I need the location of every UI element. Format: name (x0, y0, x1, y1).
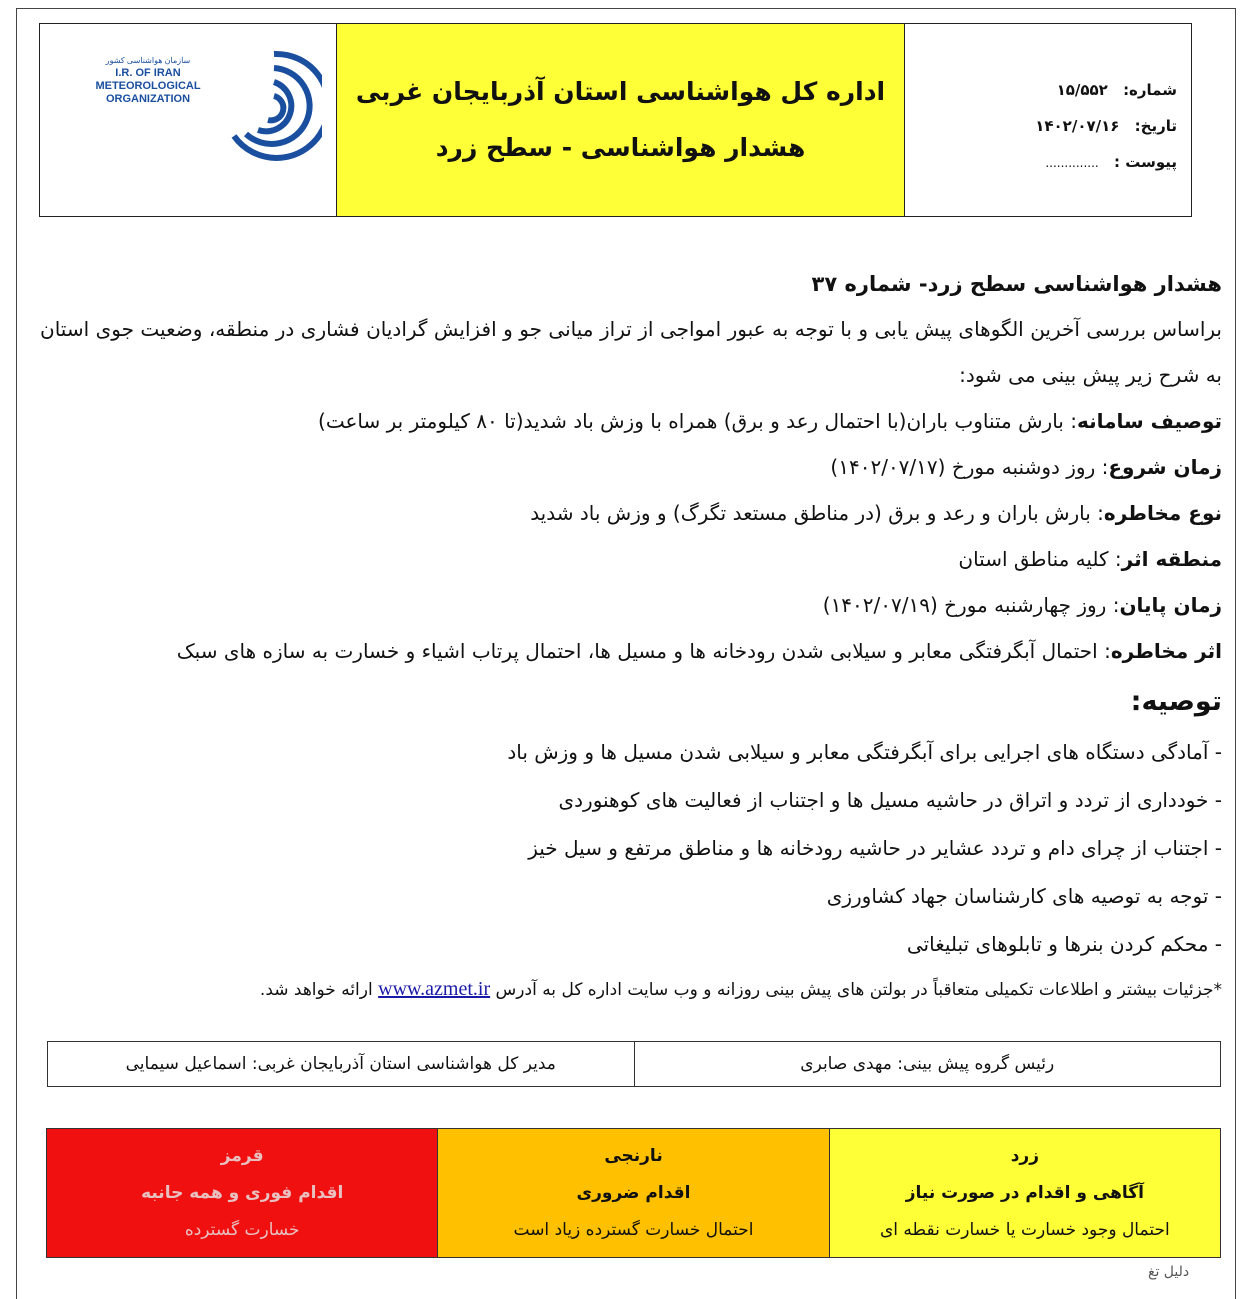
field-value: : کلیه مناطق استان (958, 547, 1122, 571)
organization-logo-text (58, 54, 238, 106)
recommendation-item: - اجتناب از چرای دام و تردد عشایر در حاشیه رودخانه ها و مناطق مرتفع و سیل خیز (528, 836, 1222, 860)
warning-levels-table (46, 1128, 1221, 1258)
director-signature: مدیر کل هواشناسی استان آذربایجان غربی: اسماعیل سیمایی (48, 1042, 635, 1086)
level-action: آگاهی و اقدام در صورت نیاز (905, 1182, 1144, 1203)
intro-paragraph: براساس بررسی آخرین الگوهای پیش یابی و با توجه به عبور امواجی از تراز میانی جو و افزایش گرادیان فشاری در منطقه، وضعیت جوی استان به شرح زیر پیش بینی می شود: (40, 317, 1222, 387)
level-action: اقدام فوری و همه جانبه (141, 1182, 344, 1203)
logo-cell (40, 24, 337, 216)
attachment-value: .............. (1045, 156, 1099, 170)
office-title: اداره کل هواشناسی استان آذربایجان غربی (355, 77, 886, 106)
recommendation-item: - آمادگی دستگاه های اجرایی برای آبگرفتگی معابر و سیلابی شدن مسیل ها و وزش باد (507, 740, 1222, 764)
logo-line-1: I.R. OF IRAN (115, 67, 181, 79)
field-label: منطقه اثر (1121, 547, 1222, 571)
level-name: زرد (1010, 1145, 1039, 1166)
field-label: نوع مخاطره (1103, 501, 1222, 525)
warning-body (40, 262, 1222, 1013)
field-value: : بارش متناوب باران(با احتمال رعد و برق) همراه با وزش باد شدید(تا ۸۰ کیلومتر بر ساعت) (318, 409, 1077, 433)
level-action: اقدام ضروری (576, 1182, 691, 1203)
signature-table (47, 1041, 1221, 1087)
recommendation-item: - توجه به توصیه های کارشناسان جهاد کشاورزی (826, 884, 1222, 908)
level-damage: احتمال وجود خسارت یا خسارت نقطه ای (880, 1220, 1170, 1241)
website-link[interactable]: www.azmet.ir (378, 978, 491, 1000)
date-value: ۱۴۰۲/۰۷/۱۶ (1035, 117, 1120, 135)
recommendation-item: - خودداری از تردد و اتراق در حاشیه مسیل ها و اجتناب از فعالیت های کوهنوردی (558, 788, 1222, 812)
letter-number-row (905, 72, 1177, 108)
forecast-head-signature: رئیس گروه پیش بینی: مهدی صابری (800, 1054, 1055, 1074)
attachment-label: پیوست : (1113, 153, 1177, 171)
letter-header (39, 23, 1192, 217)
note-prefix: *جزئیات بیشتر و اطلاعات تکمیلی متعاقباً در بولتن های پیش بینی روزانه و وب سایت اداره کل به آدرس (495, 980, 1222, 1000)
level-damage: احتمال خسارت گسترده زیاد است (513, 1220, 754, 1241)
number-label: شماره: (1123, 81, 1177, 99)
field-label: زمان پایان (1119, 593, 1222, 617)
field-label: اثر مخاطره (1110, 639, 1222, 663)
meteorological-organization-logo-icon (226, 46, 322, 176)
field-value: : روز چهارشنبه مورخ (۱۴۰۲/۰۷/۱۹) (822, 593, 1120, 617)
field-value: : احتمال آبگرفتگی معابر و سیلابی شدن رودخانه ها و مسیل ها، احتمال پرتاب اشیاء و خسارت به سازه های سبک (176, 639, 1111, 663)
letter-meta (905, 24, 1191, 216)
field-value: : بارش باران و رعد و برق (در مناطق مستعد تگرگ) و وزش باد شدید (530, 501, 1104, 525)
recommendation-item: - محکم کردن بنرها و تابلوهای تبلیغاتی (906, 932, 1222, 956)
field-end-time (40, 582, 1222, 628)
number-value: ۱۵/۵۵۲ (1056, 81, 1108, 99)
level-yellow (830, 1129, 1220, 1257)
level-name: نارنجی (604, 1145, 663, 1166)
level-name: قرمز (220, 1145, 264, 1166)
details-note (40, 966, 1222, 1013)
level-orange (438, 1129, 829, 1257)
logo-line-2: METEOROLOGICAL (95, 80, 201, 92)
letter-attachment-row (905, 144, 1177, 181)
logo-line-3: ORGANIZATION (105, 93, 191, 105)
footer-fragment: دلیل تغ (1148, 1264, 1190, 1280)
warning-level-title: هشدار هواشناسی - سطح زرد (435, 133, 806, 162)
header-title-block (337, 24, 905, 216)
field-value: : روز دوشنبه مورخ (۱۴۰۲/۰۷/۱۷) (830, 455, 1109, 479)
logo-persian-text: سازمان هواشناسی کشور (105, 56, 191, 65)
letter-date-row (905, 108, 1177, 144)
field-start-time (40, 444, 1222, 490)
warning-heading: هشدار هواشناسی سطح زرد- شماره ۳۷ (811, 272, 1222, 296)
note-suffix: ارائه خواهد شد. (259, 980, 373, 1000)
recommendations-title: توصیه: (1130, 686, 1222, 717)
field-affected-area (40, 536, 1222, 582)
level-red (47, 1129, 438, 1257)
field-system-description (40, 398, 1222, 444)
field-label: توصیف سامانه (1076, 409, 1222, 433)
field-label: زمان شروع (1108, 455, 1222, 479)
field-hazard-type (40, 490, 1222, 536)
field-hazard-impact (40, 628, 1222, 674)
level-damage: خسارت گسترده (184, 1220, 300, 1241)
date-label: تاریخ: (1134, 117, 1177, 135)
